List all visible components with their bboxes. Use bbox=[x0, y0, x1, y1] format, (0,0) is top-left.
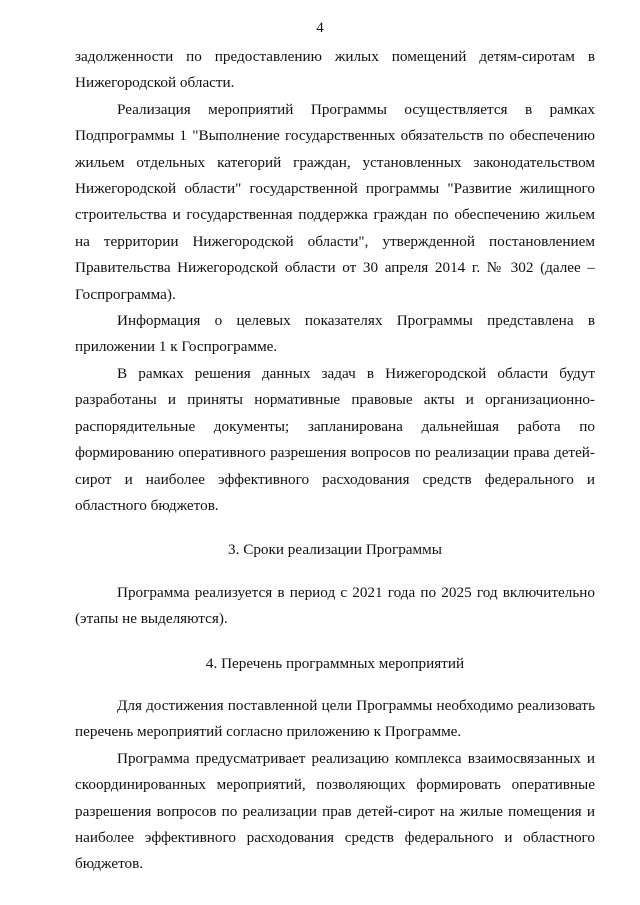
paragraph-target-indicators: Информация о целевых показателях Программы представлена в приложении 1 к Госпрограмме. bbox=[75, 312, 595, 356]
paragraph-continuation: задолженности по предоставлению жилых помещений детям-сиротам в Нижегородской области. bbox=[75, 48, 595, 92]
paragraph-program-implementation: Реализация мероприятий Программы осуществляется в рамках Подпрограммы 1 "Выполнение государственных обязательств по обеспечению жильем отдельных категорий граждан, установленных законодательством Нижегородской области" государственной программы "Развитие жилищного строительства и государственная поддержка граждан по обеспечению жильем на территории Нижегородской области", утвержденной постановлением Правительства Нижегородской области от 30 апреля 2014 г. № 302 (далее – Госпрограмма). bbox=[75, 100, 595, 303]
section-3-paragraph: Программа реализуется в период с 2021 года по 2025 год включительно (этапы не выделяются). bbox=[75, 583, 595, 628]
section-3-heading: 3. Сроки реализации Программы bbox=[228, 541, 442, 559]
section-4-heading: 4. Перечень программных мероприятий bbox=[205, 654, 465, 672]
section-4-paragraph-2: Программа предусматривает реализацию комплекса взаимосвязанных и скоординированных мероприятий, позволяющих формировать оперативные разрешения вопросов по реализации прав детей-сирот на жилые помещения и наиболее эффективного расходования средств федерального и областного бюджетов. bbox=[75, 749, 595, 873]
paragraph-tasks-framework: В рамках решения данных задач в Нижегородской области будут разработаны и приняты нормативные правовые акты и организационно-распорядительные документы; запланирована дальнейшая работа по формированию оперативного разрешения вопросов по реализации права детей-сирот и наиболее эффективного расходования средств федерального и областного бюджетов. bbox=[75, 364, 595, 514]
section-4-paragraph-1: Для достижения поставленной цели Программы необходимо реализовать перечень мероприятий согласно приложению к Программе. bbox=[75, 696, 595, 741]
page-number: 4 bbox=[316, 20, 324, 36]
document-body bbox=[75, 44, 595, 878]
